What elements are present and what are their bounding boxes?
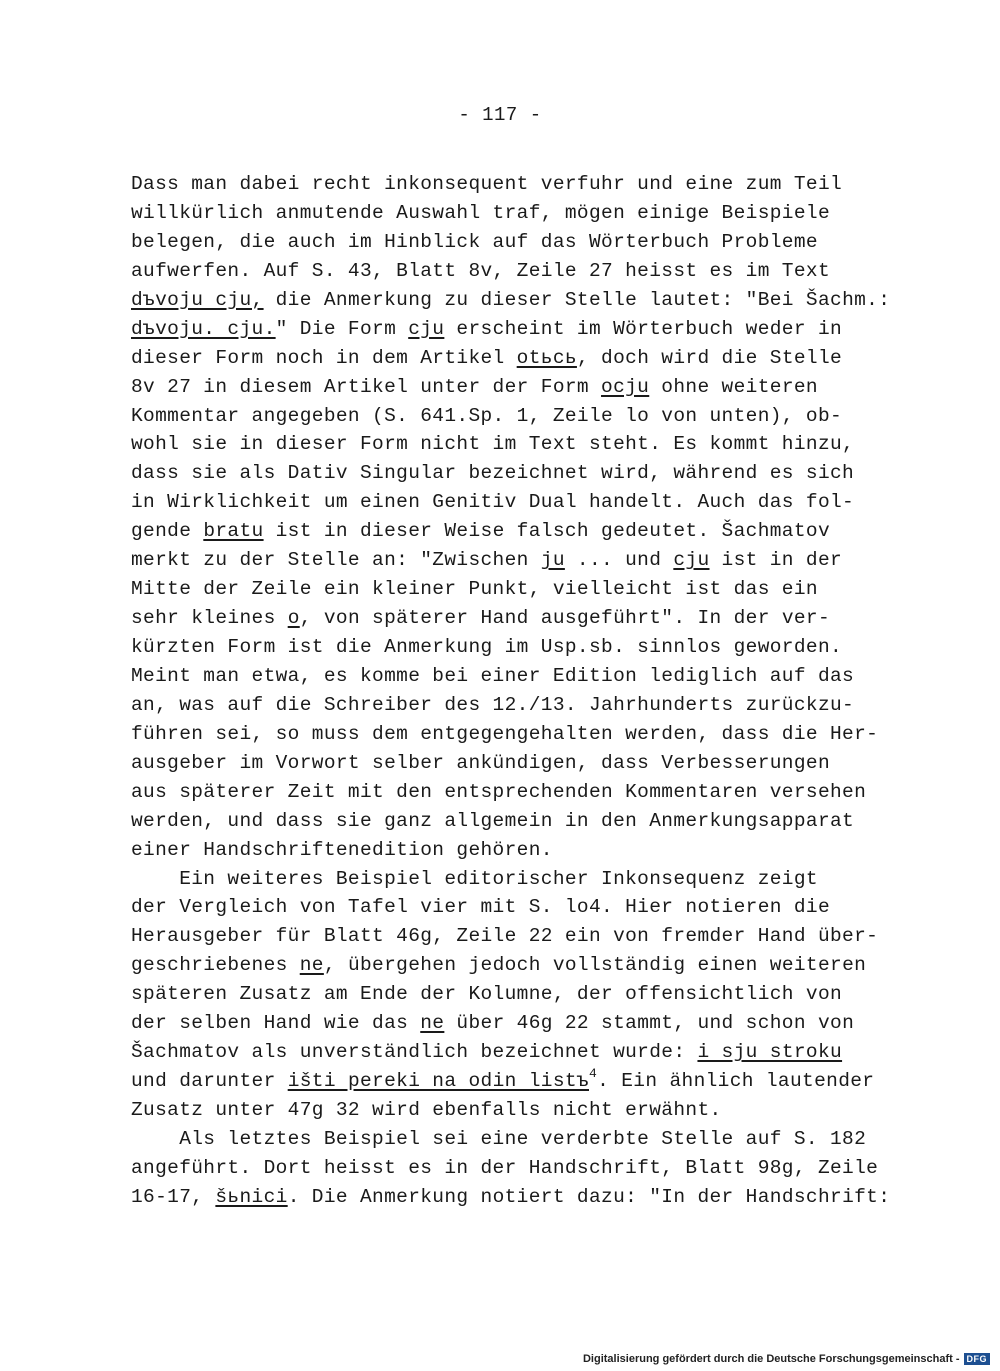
text-segment: kürzten Form ist die Anmerkung im Usp.sb. sinnlos geworden. xyxy=(131,636,843,658)
text-segment: . Die Anmerkung notiert dazu: "In der Handschrift: xyxy=(287,1185,891,1208)
underlined-word: ne xyxy=(299,954,324,977)
text-segment: angeführt. Dort heisst es in der Handschrift, Blatt 98g, Zeile xyxy=(131,1156,879,1179)
text-segment: ausgeber im Vorwort selber ankündigen, dass Verbesserungen xyxy=(131,751,831,774)
underlined-word: cju xyxy=(673,549,710,572)
text-segment: und darunter xyxy=(131,1070,288,1093)
text-line xyxy=(131,691,891,720)
body-text xyxy=(131,170,891,1212)
text-line xyxy=(131,459,891,488)
underlined-word: išti pereki na odin listъ xyxy=(287,1070,589,1093)
text-line xyxy=(131,604,891,633)
text-line xyxy=(131,344,891,373)
text-line xyxy=(131,836,891,865)
text-segment: Dass man dabei recht inkonsequent verfuhr und eine zum Teil xyxy=(131,173,843,195)
underlined-word: bratu xyxy=(203,520,264,543)
text-segment: Zusatz unter 47g 32 wird ebenfalls nicht erwähnt. xyxy=(131,1099,722,1121)
dfg-logo: DFG xyxy=(964,1353,991,1365)
text-line xyxy=(131,1154,891,1183)
text-segment: , übergehen jedoch vollständig einen weiteren xyxy=(323,954,867,977)
text-line xyxy=(131,373,891,402)
text-segment: ist in der xyxy=(709,549,843,572)
text-line xyxy=(131,1183,891,1212)
text-segment: werden, und dass sie ganz allgemein in den Anmerkungsapparat xyxy=(131,809,855,832)
text-line xyxy=(131,170,891,199)
text-line xyxy=(131,778,891,807)
text-segment: erscheint im Wörterbuch weder in xyxy=(444,317,843,340)
text-segment: in Wirklichkeit um einen Genitiv Dual handelt. Auch das fol- xyxy=(131,491,855,514)
text-segment: ohne weiteren xyxy=(649,375,818,398)
text-line xyxy=(131,662,891,691)
text-line xyxy=(131,1125,891,1154)
text-line xyxy=(131,1038,891,1067)
underlined-word: ju xyxy=(540,549,565,572)
credit-text: Digitalisierung gefördert durch die Deutsche Forschungsgemeinschaft - xyxy=(582,1353,960,1365)
text-segment: Als letztes Beispiel sei eine verderbte Stelle auf S. 182 xyxy=(131,1127,867,1150)
underlined-word: otьcь xyxy=(516,346,577,369)
text-line xyxy=(131,199,891,228)
text-segment: Mitte der Zeile ein kleiner Punkt, vielleicht ist das ein xyxy=(131,578,818,601)
text-segment: Herausgeber für Blatt 46g, Zeile 22 ein von fremder Hand über- xyxy=(131,925,879,948)
text-segment: der Vergleich von Tafel vier mit S. lo4. Hier notieren die xyxy=(131,896,831,919)
text-segment: sehr kleines xyxy=(131,607,288,630)
text-line xyxy=(131,517,891,546)
text-segment: merkt zu der Stelle an: "Zwischen xyxy=(131,549,541,572)
text-segment: ... und xyxy=(564,549,674,572)
text-segment: dass sie als Dativ Singular bezeichnet wird, während es sich xyxy=(131,462,855,485)
text-segment: dieser Form noch in dem Artikel xyxy=(131,346,517,369)
text-segment: " Die Form xyxy=(275,317,409,340)
text-segment: 16-17, xyxy=(131,1185,216,1208)
text-segment: Šachmatov als unverständlich bezeichnet wurde: xyxy=(131,1041,698,1064)
digitization-credit xyxy=(583,1353,990,1365)
underlined-word: ne xyxy=(420,1012,445,1035)
text-segment: Kommentar angegeben (S. 641.Sp. 1, Zeile lo von unten), ob- xyxy=(131,404,843,427)
text-line xyxy=(131,315,891,344)
text-segment: über 46g 22 stammt, und schon von xyxy=(444,1012,855,1035)
text-segment: an, was auf die Schreiber des 12./13. Jahrhunderts zurückzu- xyxy=(131,693,855,716)
text-line xyxy=(131,749,891,778)
text-line xyxy=(131,1096,891,1125)
text-line xyxy=(131,546,891,575)
text-line xyxy=(131,1067,891,1096)
text-line xyxy=(131,430,891,459)
underlined-word: i sju stroku xyxy=(697,1041,843,1064)
text-line xyxy=(131,893,891,922)
text-segment: aufwerfen. Auf S. 43, Blatt 8v, Zeile 27 heisst es im Text xyxy=(131,259,831,282)
text-line xyxy=(131,865,891,894)
text-line xyxy=(131,257,891,286)
text-segment: die Anmerkung zu dieser Stelle lautet: "Bei Šachm.: xyxy=(263,288,891,311)
text-line xyxy=(131,807,891,836)
text-segment: der selben Hand wie das xyxy=(131,1012,421,1035)
underlined-word: dъvoju cju, xyxy=(131,288,264,311)
text-segment: späteren Zusatz am Ende der Kolumne, der offensichtlich von xyxy=(131,983,843,1006)
text-line xyxy=(131,720,891,749)
text-segment: , von späterer Hand ausgeführt". In der ver- xyxy=(299,607,831,630)
footnote-marker: 4 xyxy=(589,1066,598,1082)
text-segment: führen sei, so muss dem entgegengehalten werden, dass die Her- xyxy=(131,722,879,745)
text-line xyxy=(131,633,891,662)
underlined-word: šьnici xyxy=(215,1185,288,1208)
page-number: - 117 - xyxy=(458,104,542,126)
text-line xyxy=(131,951,891,980)
text-line xyxy=(131,488,891,517)
text-line xyxy=(131,286,891,315)
text-segment: willkürlich anmutende Auswahl traf, mögen einige Beispiele xyxy=(131,201,831,224)
text-segment: 8v 27 in diesem Artikel unter der Form xyxy=(131,375,602,398)
text-line xyxy=(131,922,891,951)
underlined-word: o xyxy=(287,607,300,630)
text-segment: , doch wird die Stelle xyxy=(576,346,843,369)
text-line xyxy=(131,228,891,257)
text-line xyxy=(131,575,891,604)
underlined-word: cju xyxy=(408,317,445,340)
text-segment: wohl sie in dieser Form nicht im Text steht. Es kommt hinzu, xyxy=(131,433,855,456)
underlined-word: ocju xyxy=(601,375,650,398)
text-segment: aus späterer Zeit mit den entsprechenden Kommentaren versehen xyxy=(131,780,867,803)
text-segment: Meint man etwa, es komme bei einer Edition lediglich auf das xyxy=(131,664,855,687)
text-segment: einer Handschriftenedition gehören. xyxy=(131,838,553,861)
text-segment: gende xyxy=(131,520,204,543)
text-segment: . Ein ähnlich lautender xyxy=(597,1070,875,1093)
text-segment: geschriebenes xyxy=(131,954,300,977)
text-line xyxy=(131,402,891,431)
text-line xyxy=(131,1009,891,1038)
underlined-word: dъvoju. cju. xyxy=(131,317,276,340)
text-segment: ist in dieser Weise falsch gedeutet. Šachmatov xyxy=(263,520,831,543)
text-line xyxy=(131,980,891,1009)
text-segment: Ein weiteres Beispiel editorischer Inkonsequenz zeigt xyxy=(131,867,818,890)
text-segment: belegen, die auch im Hinblick auf das Wörterbuch Probleme xyxy=(131,230,818,253)
